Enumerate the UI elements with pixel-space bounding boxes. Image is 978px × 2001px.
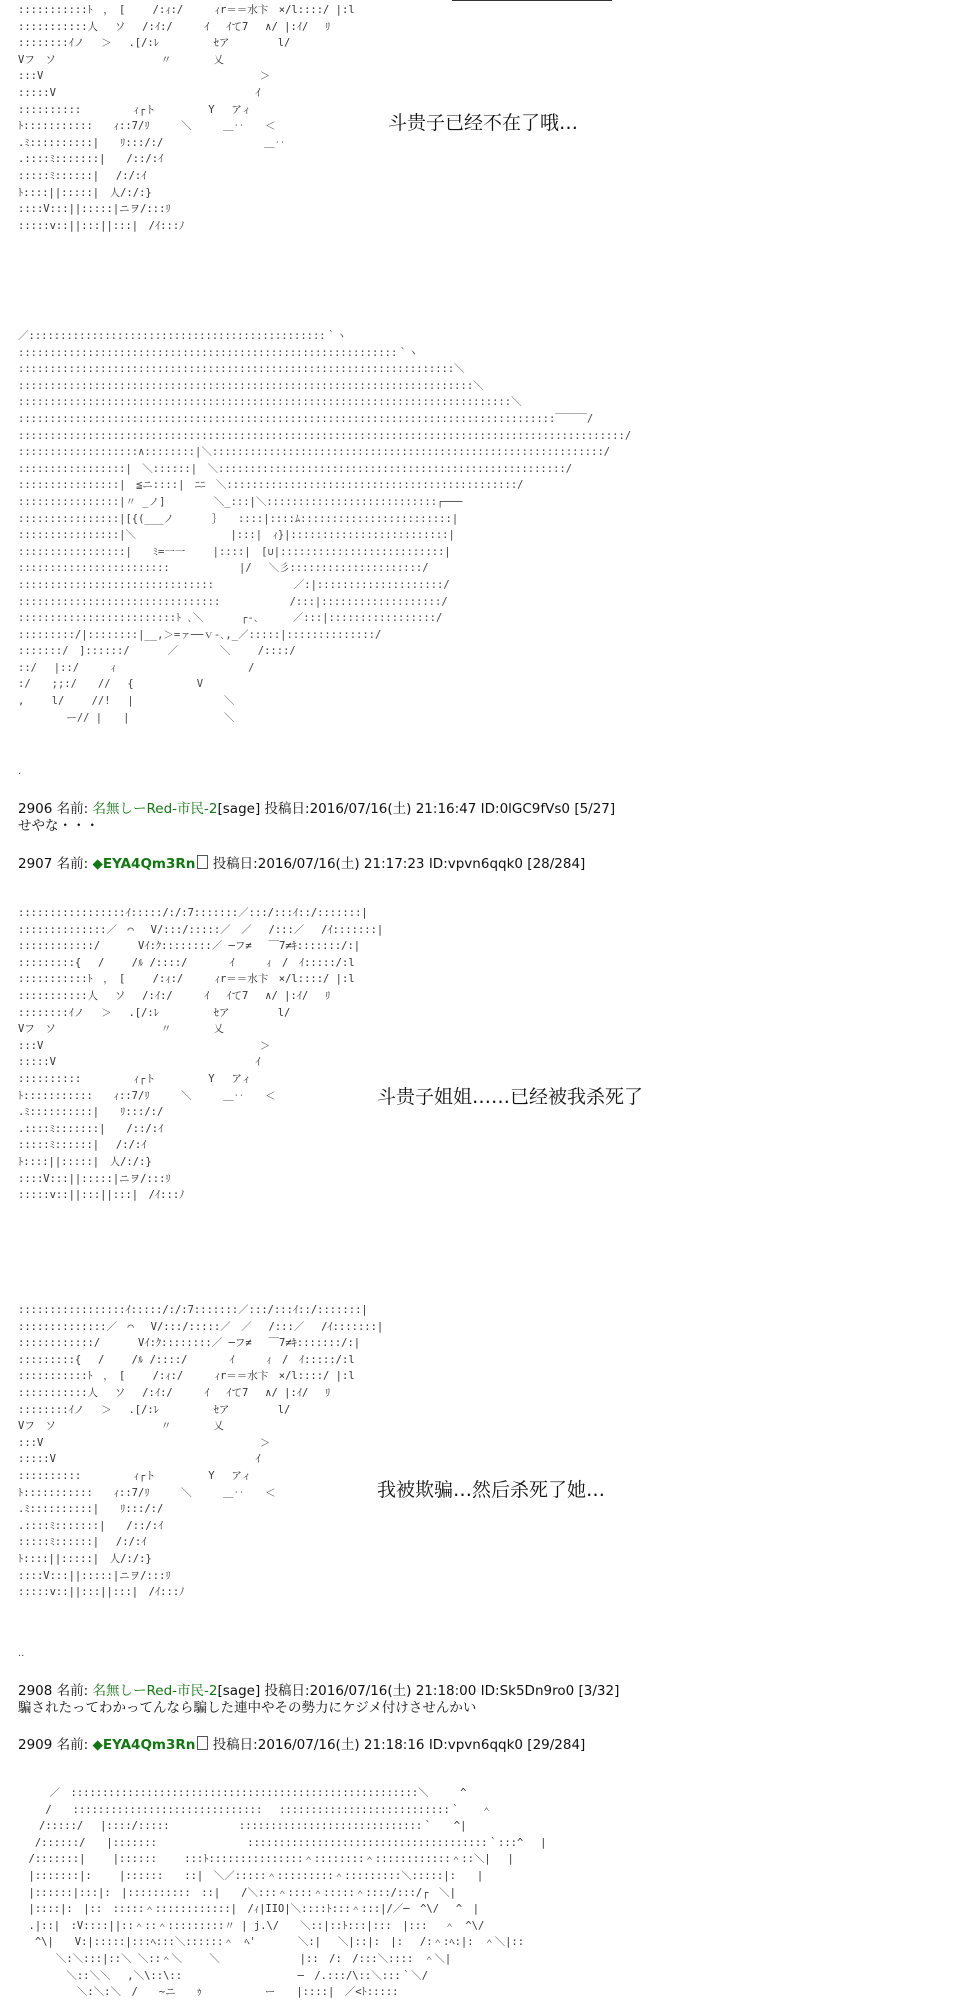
post-date: 2016/07/16(土) 21:17:23	[257, 856, 425, 872]
post-date: 2016/07/16(土) 21:18:16	[257, 1737, 425, 1753]
post-count: [3/32]	[578, 1683, 620, 1699]
ascii-art-bottom: ／ :::::::::::::::::::::::::::::::::::::::::::::::::::::::＼ ^ / :::::::::::::::::::::::::::::: :::::::::::::::::::::::::::｀ ＾ /:::::/ |::::/::::: :::::::::::::::::::::::::::::｀ ^| /::::::/ |::::::: ::::::::::::::::::::::::::::::::::::::｀:::^ | /:::::::| |:::::: :::ﾄ:::::::::::::::＾::::::::＾::::::::::::＾::＼| | |:::::::|: |:::::: ::| ＼／:::::＾:::::::::＾:::::::::＼:::::|: | |::::::|:::|: |:::::::::: ::| /＼:::＾::::＾:::::＾::::/:::/┌ ＼| |::::|: |:: :::::＾::::::::::::| /ｨ|IIO|＼::::ﾄ:::＾:::|/／─ ^\/ ^ | .|::| :V::::||::＾::＾:::::::::〃 | j.\/ ＼::|::ﾄ:::|::: |::: ＾ ^\/ ^\| V:|:::::|:::ﾍ:::＼::::::＾ ﾍ' ＼:| ＼|::|: |: /:＾:ﾍ:|: ＾＼|:: ＼:＼:::|::＼ ＼::＾＼ ＼ |:: /: /:::＼:::: ＾＼| ＼::＼＼ ,＼\::\:: ─ /.:::/\::＼:::｀＼/ ＼:＼:＼ / ~ニ ｩ ー |::::| ／<ﾄ:::::	[28, 1787, 547, 1999]
post-id[interactable]: ID:0lGC9fVs0	[480, 801, 571, 817]
caption-3: 我被欺骗…然后杀死了她…	[377, 1479, 606, 1501]
ascii-art-face-3: :::::::::::::::::ｲ:::::/:/:7:::::::／:::/:::ｲ::/:::::::| ::::::::::::::／ ⌒ V/:::/:::::／ ／ /:::／ /ｲ:::::::| ::::::::::::/ Vｲ:ｸ::::::::／ ─フ≠ ￣7≠ｷ:::::::/:| :::::::::{ / /ﾙ /::::/ ｲ ｨ / ｲ:::::/:l :::::::::::ﾄ ， [ /:ｨ:/ ｨr＝＝水卞 ×/l::::/ |:l :::::::::::人 ソ /:ｲ:/ ｲ ｲて7 ∧/ |:ｲ/ ﾘ ::::::::ｲノ ＞ .[/:ﾚ ｾア l/ Vフ ソ 〃 乂 :::V ＞ :::::V ｲ :::::::::: ｨ┌ト Y アィ ﾄ::::::::::: ｨ::7/ﾘ ＼ ＿‥ ＜ .ﾐ::::::::::| ﾘ:::/:/ .::::ﾐ:::::::| /::/:ｲ :::::ﾐ::::::| /:/:ｲ ﾄ::::||:::::| 人/:/:} ::::V:::||:::::|ニヲ/:::ﾘ :::::v::||:::||:::| /ｲ:::ﾉ	[18, 1304, 384, 1599]
poster-name-link[interactable]: 名無しーRed-市民-2	[92, 1683, 218, 1699]
verified-box-icon	[197, 1736, 208, 1750]
name-label: 名前:	[56, 1683, 89, 1699]
date-label: 投稿日:	[212, 1737, 258, 1753]
post-id[interactable]: ID:vpvn6qqk0	[428, 856, 523, 872]
post-header-2906	[18, 797, 615, 817]
post-mail: [sage]	[217, 801, 261, 817]
poster-trip-link[interactable]: ◆EYA4Qm3Rn	[92, 856, 196, 872]
poster-name-link[interactable]: 名無しーRed-市民-2	[92, 801, 218, 817]
poster-trip-link[interactable]: ◆EYA4Qm3Rn	[92, 1737, 196, 1753]
date-label: 投稿日:	[264, 801, 310, 817]
verified-box-icon	[197, 855, 208, 869]
top-divider-line	[452, 0, 612, 1]
post-body-2908: 騙されたってわかってんなら騙した連中やその勢力にケジメ付けさせんかい	[18, 1700, 477, 1716]
post-number: 2907	[18, 856, 53, 872]
name-label: 名前:	[56, 801, 89, 817]
name-label: 名前:	[56, 856, 89, 872]
ascii-art-face-2: :::::::::::::::::ｲ:::::/:/:7:::::::／:::/:::ｲ::/:::::::| ::::::::::::::／ ⌒ V/:::/:::::／ ／ /:::／ /ｲ:::::::| ::::::::::::/ Vｲ:ｸ::::::::／ ─フ≠ ￣7≠ｷ:::::::/:| :::::::::{ / /ﾙ /::::/ ｲ ｨ / ｲ:::::/:l :::::::::::ﾄ ， [ /:ｨ:/ ｨr＝＝水卞 ×/l::::/ |:l :::::::::::人 ソ /:ｲ:/ ｲ ｲて7 ∧/ |:ｲ/ ﾘ ::::::::ｲノ ＞ .[/:ﾚ ｾア l/ Vフ ソ 〃 乂 :::V ＞ :::::V ｲ :::::::::: ｨ┌ト Y アィ ﾄ::::::::::: ｨ::7/ﾘ ＼ ＿‥ ＜ .ﾐ::::::::::| ﾘ:::/:/ .::::ﾐ:::::::| /::/:ｲ :::::ﾐ::::::| /:/:ｲ ﾄ::::||:::::| 人/:/:} ::::V:::||:::::|ニヲ/:::ﾘ :::::v::||:::||:::| /ｲ:::ﾉ	[18, 907, 384, 1202]
date-label: 投稿日:	[264, 1683, 310, 1699]
stray-dot: .	[18, 766, 22, 777]
stray-dots: ..	[18, 1648, 25, 1659]
post-count: [29/284]	[527, 1737, 586, 1753]
date-label: 投稿日:	[212, 856, 258, 872]
post-number: 2908	[18, 1683, 53, 1699]
post-date: 2016/07/16(土) 21:18:00	[309, 1683, 477, 1699]
ascii-art-girl: ／:::::::::::::::::::::::::::::::::::::::::::::::｀ヽ ::::::::::::::::::::::::::::::::::::::::::::::::::::::::::::｀ヽ :::::::::::::::::::::::::::::::::::::::::::::::::::::::::::::::::::::＼ ::::::::::::::::::::::::::::::::::::::::::::::::::::::::::::::::::::::::＼ ::::::::::::::::::::::::::::::::::::::::::::::::::::::::::::::::::::::::::::::＼ :::::::::::::::::::::::::::::::::::::::::::::::::::::::::::::::::::::::::::::::::::::￣￣￣/ ::::::::::::::::::::::::::::::::::::::::::::::::::::::::::::::::::::::::::::::::::::::::::::::::/ :::::::::::::::::::∧::::::::|＼::::::::::::::::::::::::::::::::::::::::::::::::::::::::::::::/ :::::::::::::::::| ＼::::::| ＼:::::::::::::::::::::::::::::::::::::::::::::::::::::::/ ::::::::::::::::| ≦ニ::::| ﾆﾆ ＼::::::::::::::::::::::::::::::::::::::::::::::/ ::::::::::::::::|〃 _ノ] ＼_:::|＼:::::::::::::::::::::::::::┌─── ::::::::::::::::|[{(___ノ ｝ ::::|::::ﾑ::::::::::::::::::::::::| ::::::::::::::::|＼ |:::| ｨ}|:::::::::::::::::::::::::| :::::::::::::::::| ﾐ=一一 |::::| [∪|::::::::::::::::::::::::::| :::::::::::::::::::::::: |/ ＼彡:::::::::::::::::::::/ ::::::::::::::::::::::::::::::: ／:|::::::::::::::::::::/ :::::::::::::::::::::::::::::::: /:::|:::::::::::::::::::/ :::::::::::::::::::::::::ﾄ ､＼ ┌‐､ ／:::|:::::::::::::::::/ :::::::::/|::::::::|__,＞=ァ──ｖ‐､,_／:::::|::::::::::::::/ :::::::/ ]::::::/ ／ ＼ /::::/ ::/ |::/ ｨ / :/ ;;:/ // { V , l/ //! | ＼ ー// | | ＼	[18, 330, 632, 724]
name-label: 名前:	[56, 1737, 89, 1753]
post-header-2907	[18, 852, 585, 872]
post-date: 2016/07/16(土) 21:16:47	[309, 801, 477, 817]
ascii-art-face-1: :::::::::::ﾄ ， [ /:ｨ:/ ｨr＝＝水卞 ×/l::::/ |:l :::::::::::人 ソ /:ｲ:/ ｲ ｲて7 ∧/ |:ｲ/ ﾘ ::::::::ｲノ ＞ .[/:ﾚ ｾア l/ Vフ ソ 〃 乂 :::V ＞ :::::V ｲ :::::::::: ｨ┌ト Y アィ ﾄ::::::::::: ｨ::7/ﾘ ＼ ＿‥ ＜ .ﾐ::::::::::| ﾘ:::/:/ ＿‥ .::::ﾐ:::::::| /::/:ｲ :::::ﾐ::::::| /:/:ｲ ﾄ::::||:::::| 人/:/:} ::::V:::||:::::|ニヲ/:::ﾘ :::::v::||:::||:::| /ｲ:::ﾉ	[18, 4, 355, 232]
post-mail: [sage]	[217, 1683, 261, 1699]
post-body-2906: せやな・・・	[18, 818, 99, 834]
post-count: [5/27]	[574, 801, 616, 817]
post-number: 2906	[18, 801, 53, 817]
caption-2: 斗贵子姐姐……已经被我杀死了	[377, 1086, 644, 1108]
post-count: [28/284]	[527, 856, 586, 872]
post-id[interactable]: ID:vpvn6qqk0	[428, 1737, 523, 1753]
post-header-2909	[18, 1733, 585, 1753]
post-id[interactable]: ID:Sk5Dn9ro0	[480, 1683, 575, 1699]
post-number: 2909	[18, 1737, 53, 1753]
caption-1: 斗贵子已经不在了哦…	[388, 112, 579, 134]
